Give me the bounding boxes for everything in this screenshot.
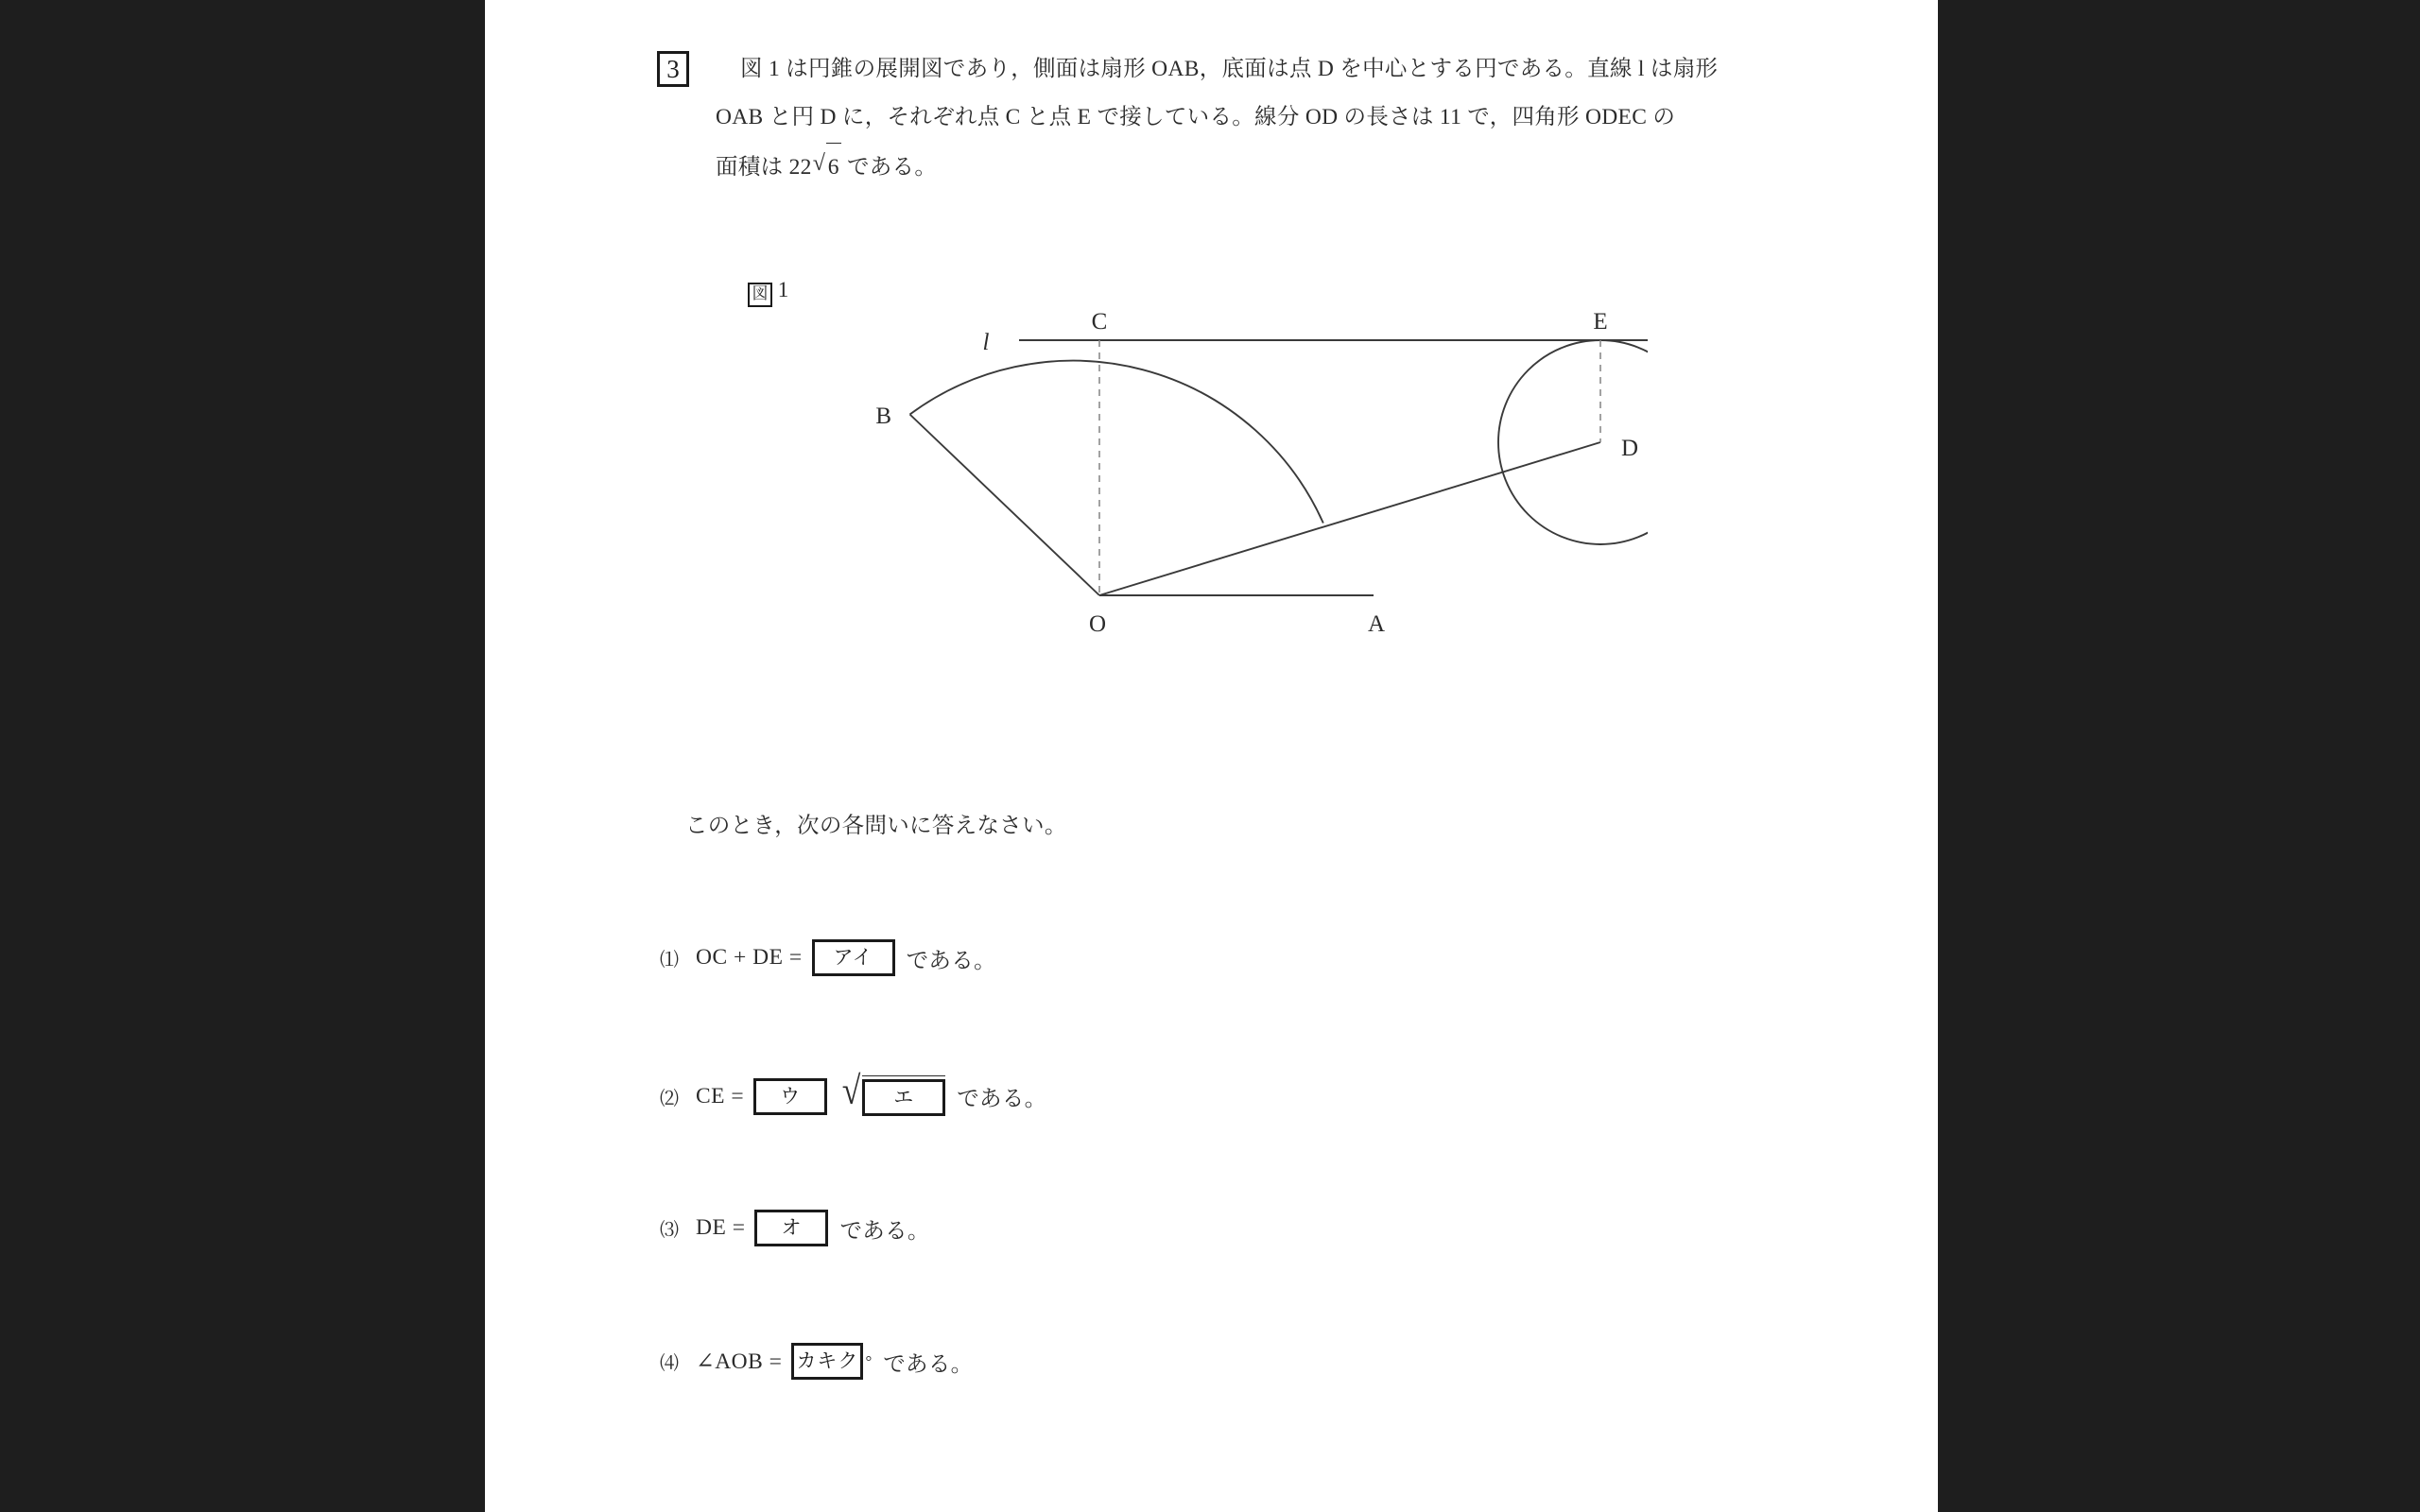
subquestion-1-tail: である。 — [906, 948, 996, 973]
subquestion-2-number: ⑵ — [660, 1088, 679, 1109]
subquestion-4-number: ⑷ — [660, 1353, 679, 1374]
subquestion-1-expression: OC + DE = — [696, 945, 803, 970]
subquestion-3 — [660, 1210, 930, 1246]
problem-line-1-text: 図 1 は円錐の展開図であり，側面は扇形 OAB，底面は点 D を中心とする円である。直線 l は扇形 — [740, 57, 1719, 81]
figure-number: 1 — [777, 278, 789, 301]
subquestion-4 — [660, 1343, 973, 1380]
subquestion-2-tail: である。 — [957, 1087, 1047, 1111]
label-point-E: E — [1593, 312, 1608, 335]
problem-body — [716, 45, 1789, 192]
radical-sign-icon: √ — [841, 1070, 861, 1113]
base-circle-D — [1498, 340, 1648, 544]
subquestion-3-number: ⑶ — [660, 1220, 679, 1241]
cone-development-diagram — [797, 312, 1648, 652]
subquestion-1 — [660, 939, 996, 976]
problem-number-box: 3 — [657, 51, 689, 87]
label-point-B: B — [875, 404, 891, 429]
problem-line-2-text: OAB と円 D に，それぞれ点 C と点 E で接している。線分 OD の長さは 11 で，四角形 ODEC の — [716, 105, 1676, 129]
label-point-A: A — [1367, 611, 1386, 637]
answer-box-kakiku[interactable]: カキク — [791, 1343, 863, 1380]
subquestion-2 — [660, 1070, 1047, 1116]
subquestion-4-expression: ∠AOB = — [696, 1349, 783, 1374]
answer-box-ai[interactable]: アイ — [812, 939, 895, 976]
figure-container — [485, 0, 1938, 1512]
label-point-D: D — [1621, 436, 1639, 461]
subquestion-3-tail: である。 — [839, 1218, 930, 1244]
problem-line-3 — [716, 142, 1789, 192]
problem-statement — [657, 45, 1791, 192]
instruction-text: このとき，次の各問いに答えなさい。 — [685, 814, 1067, 838]
figure-kanji-zu: 図 — [748, 283, 772, 307]
figure-caption — [748, 278, 788, 307]
document-page — [485, 0, 1938, 1512]
degree-symbol: ° — [865, 1351, 873, 1370]
problem-line-1 — [716, 45, 1789, 94]
sqrt-radicand: 6 — [826, 143, 841, 192]
sector-arc-BCA — [910, 361, 1323, 524]
vinculum — [862, 1075, 945, 1116]
subquestion-1-number: ⑴ — [660, 950, 679, 971]
segment-OD — [1099, 442, 1600, 595]
sqrt-expression — [813, 142, 841, 192]
answer-box-e[interactable]: エ — [862, 1079, 945, 1116]
answer-box-u[interactable]: ウ — [753, 1078, 827, 1115]
problem-line-3-suffix: である。 — [846, 155, 938, 180]
subquestion-3-expression: DE = — [696, 1215, 746, 1240]
problem-line-3-prefix: 面積は 22 — [716, 155, 812, 180]
problem-line-2 — [716, 94, 1789, 142]
subquestion-4-tail: である。 — [883, 1351, 974, 1377]
sqrt-answer-group — [840, 1070, 945, 1116]
label-point-O: O — [1088, 611, 1107, 637]
label-point-C: C — [1091, 312, 1108, 335]
label-line-l: l — [982, 330, 990, 355]
subquestion-2-expression: CE = — [696, 1083, 745, 1108]
answer-box-o[interactable]: オ — [754, 1210, 828, 1246]
segment-OB — [910, 415, 1100, 596]
